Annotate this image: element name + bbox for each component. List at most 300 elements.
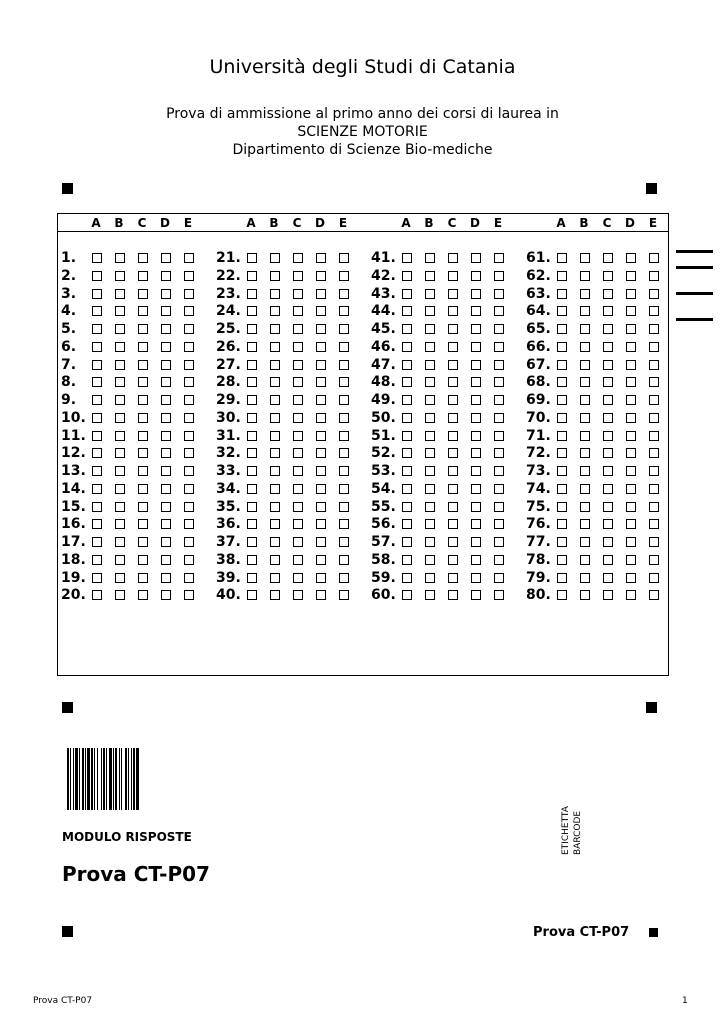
answer-checkbox-d[interactable] (626, 537, 636, 547)
answer-checkbox-c[interactable] (448, 289, 458, 299)
answer-checkbox-b[interactable] (425, 448, 435, 458)
answer-checkbox-e[interactable] (339, 466, 349, 476)
answer-checkbox-b[interactable] (580, 306, 590, 316)
answer-checkbox-a[interactable] (247, 484, 257, 494)
answer-checkbox-c[interactable] (138, 573, 148, 583)
answer-checkbox-c[interactable] (293, 431, 303, 441)
answer-checkbox-b[interactable] (115, 342, 125, 352)
answer-checkbox-b[interactable] (115, 484, 125, 494)
answer-checkbox-e[interactable] (339, 590, 349, 600)
answer-checkbox-e[interactable] (339, 342, 349, 352)
answer-checkbox-b[interactable] (270, 360, 280, 370)
answer-checkbox-e[interactable] (339, 253, 349, 263)
answer-checkbox-e[interactable] (494, 413, 504, 423)
answer-checkbox-a[interactable] (92, 466, 102, 476)
answer-checkbox-d[interactable] (626, 289, 636, 299)
answer-checkbox-d[interactable] (626, 324, 636, 334)
answer-checkbox-b[interactable] (270, 289, 280, 299)
answer-checkbox-c[interactable] (138, 324, 148, 334)
answer-checkbox-c[interactable] (138, 342, 148, 352)
answer-checkbox-e[interactable] (494, 555, 504, 565)
answer-checkbox-a[interactable] (247, 590, 257, 600)
answer-checkbox-b[interactable] (270, 253, 280, 263)
answer-checkbox-c[interactable] (603, 431, 613, 441)
answer-checkbox-d[interactable] (471, 448, 481, 458)
answer-checkbox-a[interactable] (92, 431, 102, 441)
answer-checkbox-a[interactable] (247, 431, 257, 441)
answer-checkbox-c[interactable] (138, 590, 148, 600)
answer-checkbox-d[interactable] (471, 377, 481, 387)
answer-checkbox-a[interactable] (402, 502, 412, 512)
answer-checkbox-d[interactable] (626, 466, 636, 476)
answer-checkbox-c[interactable] (603, 253, 613, 263)
answer-checkbox-c[interactable] (293, 519, 303, 529)
answer-checkbox-e[interactable] (494, 360, 504, 370)
answer-checkbox-d[interactable] (626, 519, 636, 529)
answer-checkbox-c[interactable] (448, 342, 458, 352)
answer-checkbox-d[interactable] (316, 590, 326, 600)
answer-checkbox-d[interactable] (161, 377, 171, 387)
answer-checkbox-e[interactable] (649, 431, 659, 441)
answer-checkbox-e[interactable] (339, 306, 349, 316)
answer-checkbox-a[interactable] (402, 413, 412, 423)
answer-checkbox-c[interactable] (448, 537, 458, 547)
answer-checkbox-b[interactable] (270, 377, 280, 387)
answer-checkbox-c[interactable] (293, 590, 303, 600)
answer-checkbox-c[interactable] (293, 484, 303, 494)
answer-checkbox-c[interactable] (603, 519, 613, 529)
answer-checkbox-c[interactable] (138, 413, 148, 423)
answer-checkbox-b[interactable] (425, 484, 435, 494)
answer-checkbox-d[interactable] (161, 360, 171, 370)
answer-checkbox-a[interactable] (557, 590, 567, 600)
answer-checkbox-e[interactable] (339, 271, 349, 281)
answer-checkbox-c[interactable] (293, 306, 303, 316)
answer-checkbox-d[interactable] (471, 413, 481, 423)
answer-checkbox-c[interactable] (603, 555, 613, 565)
answer-checkbox-d[interactable] (316, 555, 326, 565)
answer-checkbox-e[interactable] (649, 466, 659, 476)
answer-checkbox-a[interactable] (402, 377, 412, 387)
answer-checkbox-a[interactable] (402, 431, 412, 441)
answer-checkbox-d[interactable] (471, 360, 481, 370)
answer-checkbox-d[interactable] (316, 253, 326, 263)
answer-checkbox-c[interactable] (293, 413, 303, 423)
answer-checkbox-d[interactable] (626, 413, 636, 423)
answer-checkbox-e[interactable] (649, 342, 659, 352)
answer-checkbox-b[interactable] (580, 324, 590, 334)
answer-checkbox-e[interactable] (649, 502, 659, 512)
answer-checkbox-c[interactable] (293, 342, 303, 352)
answer-checkbox-a[interactable] (247, 448, 257, 458)
answer-checkbox-b[interactable] (115, 519, 125, 529)
answer-checkbox-d[interactable] (316, 466, 326, 476)
answer-checkbox-c[interactable] (293, 289, 303, 299)
answer-checkbox-c[interactable] (603, 360, 613, 370)
answer-checkbox-c[interactable] (138, 360, 148, 370)
answer-checkbox-b[interactable] (425, 555, 435, 565)
answer-checkbox-d[interactable] (316, 519, 326, 529)
answer-checkbox-b[interactable] (115, 448, 125, 458)
answer-checkbox-a[interactable] (92, 448, 102, 458)
answer-checkbox-a[interactable] (92, 324, 102, 334)
answer-checkbox-b[interactable] (580, 484, 590, 494)
answer-checkbox-b[interactable] (270, 466, 280, 476)
answer-checkbox-d[interactable] (316, 306, 326, 316)
answer-checkbox-d[interactable] (626, 360, 636, 370)
answer-checkbox-c[interactable] (448, 590, 458, 600)
answer-checkbox-e[interactable] (339, 573, 349, 583)
answer-checkbox-c[interactable] (448, 431, 458, 441)
answer-checkbox-a[interactable] (402, 555, 412, 565)
answer-checkbox-d[interactable] (316, 448, 326, 458)
answer-checkbox-b[interactable] (115, 502, 125, 512)
answer-checkbox-d[interactable] (471, 573, 481, 583)
answer-checkbox-a[interactable] (92, 360, 102, 370)
answer-checkbox-a[interactable] (92, 271, 102, 281)
answer-checkbox-d[interactable] (626, 342, 636, 352)
answer-checkbox-e[interactable] (649, 324, 659, 334)
answer-checkbox-b[interactable] (425, 431, 435, 441)
answer-checkbox-a[interactable] (247, 466, 257, 476)
answer-checkbox-b[interactable] (115, 253, 125, 263)
answer-checkbox-e[interactable] (649, 377, 659, 387)
answer-checkbox-c[interactable] (603, 413, 613, 423)
answer-checkbox-b[interactable] (270, 342, 280, 352)
answer-checkbox-b[interactable] (270, 324, 280, 334)
answer-checkbox-e[interactable] (649, 413, 659, 423)
answer-checkbox-c[interactable] (293, 271, 303, 281)
answer-checkbox-e[interactable] (184, 466, 194, 476)
answer-checkbox-c[interactable] (138, 555, 148, 565)
answer-checkbox-c[interactable] (293, 324, 303, 334)
answer-checkbox-b[interactable] (115, 289, 125, 299)
answer-checkbox-c[interactable] (603, 502, 613, 512)
answer-checkbox-b[interactable] (115, 306, 125, 316)
answer-checkbox-e[interactable] (184, 448, 194, 458)
answer-checkbox-b[interactable] (270, 448, 280, 458)
answer-checkbox-a[interactable] (557, 289, 567, 299)
answer-checkbox-c[interactable] (448, 253, 458, 263)
answer-checkbox-e[interactable] (184, 289, 194, 299)
answer-checkbox-e[interactable] (649, 395, 659, 405)
answer-checkbox-a[interactable] (557, 377, 567, 387)
answer-checkbox-a[interactable] (247, 377, 257, 387)
answer-checkbox-b[interactable] (425, 324, 435, 334)
answer-checkbox-b[interactable] (425, 360, 435, 370)
answer-checkbox-e[interactable] (184, 306, 194, 316)
answer-checkbox-c[interactable] (138, 431, 148, 441)
answer-checkbox-d[interactable] (626, 484, 636, 494)
answer-checkbox-e[interactable] (184, 342, 194, 352)
answer-checkbox-d[interactable] (161, 431, 171, 441)
answer-checkbox-c[interactable] (603, 289, 613, 299)
answer-checkbox-a[interactable] (247, 502, 257, 512)
answer-checkbox-d[interactable] (161, 573, 171, 583)
answer-checkbox-e[interactable] (339, 360, 349, 370)
answer-checkbox-c[interactable] (138, 519, 148, 529)
answer-checkbox-e[interactable] (184, 573, 194, 583)
answer-checkbox-d[interactable] (161, 413, 171, 423)
answer-checkbox-d[interactable] (626, 431, 636, 441)
answer-checkbox-c[interactable] (293, 253, 303, 263)
answer-checkbox-d[interactable] (471, 253, 481, 263)
answer-checkbox-c[interactable] (603, 377, 613, 387)
answer-checkbox-b[interactable] (425, 573, 435, 583)
answer-checkbox-b[interactable] (425, 413, 435, 423)
answer-checkbox-a[interactable] (247, 519, 257, 529)
answer-checkbox-a[interactable] (402, 271, 412, 281)
answer-checkbox-e[interactable] (649, 448, 659, 458)
answer-checkbox-c[interactable] (448, 466, 458, 476)
answer-checkbox-a[interactable] (247, 253, 257, 263)
answer-checkbox-a[interactable] (247, 342, 257, 352)
answer-checkbox-d[interactable] (471, 324, 481, 334)
answer-checkbox-c[interactable] (448, 360, 458, 370)
answer-checkbox-a[interactable] (557, 253, 567, 263)
answer-checkbox-b[interactable] (425, 537, 435, 547)
answer-checkbox-b[interactable] (580, 395, 590, 405)
answer-checkbox-b[interactable] (580, 519, 590, 529)
answer-checkbox-d[interactable] (161, 271, 171, 281)
answer-checkbox-e[interactable] (184, 555, 194, 565)
answer-checkbox-e[interactable] (184, 519, 194, 529)
answer-checkbox-e[interactable] (649, 271, 659, 281)
answer-checkbox-d[interactable] (161, 519, 171, 529)
answer-checkbox-a[interactable] (92, 555, 102, 565)
answer-checkbox-b[interactable] (270, 271, 280, 281)
answer-checkbox-e[interactable] (339, 431, 349, 441)
answer-checkbox-c[interactable] (448, 448, 458, 458)
answer-checkbox-e[interactable] (339, 395, 349, 405)
answer-checkbox-b[interactable] (115, 395, 125, 405)
answer-checkbox-a[interactable] (557, 502, 567, 512)
answer-checkbox-d[interactable] (626, 395, 636, 405)
answer-checkbox-b[interactable] (425, 590, 435, 600)
answer-checkbox-b[interactable] (425, 466, 435, 476)
answer-checkbox-b[interactable] (270, 413, 280, 423)
answer-checkbox-e[interactable] (494, 502, 504, 512)
answer-checkbox-a[interactable] (92, 590, 102, 600)
answer-checkbox-c[interactable] (448, 324, 458, 334)
answer-checkbox-c[interactable] (603, 324, 613, 334)
answer-checkbox-a[interactable] (92, 289, 102, 299)
answer-checkbox-d[interactable] (316, 377, 326, 387)
answer-checkbox-c[interactable] (603, 395, 613, 405)
answer-checkbox-e[interactable] (649, 590, 659, 600)
answer-checkbox-b[interactable] (115, 573, 125, 583)
answer-checkbox-c[interactable] (603, 484, 613, 494)
answer-checkbox-e[interactable] (494, 377, 504, 387)
answer-checkbox-e[interactable] (494, 448, 504, 458)
answer-checkbox-d[interactable] (471, 466, 481, 476)
answer-checkbox-e[interactable] (494, 519, 504, 529)
answer-checkbox-d[interactable] (471, 519, 481, 529)
answer-checkbox-a[interactable] (402, 484, 412, 494)
answer-checkbox-e[interactable] (184, 431, 194, 441)
answer-checkbox-e[interactable] (494, 342, 504, 352)
answer-checkbox-d[interactable] (471, 555, 481, 565)
answer-checkbox-d[interactable] (161, 395, 171, 405)
answer-checkbox-e[interactable] (494, 324, 504, 334)
answer-checkbox-a[interactable] (247, 573, 257, 583)
answer-checkbox-d[interactable] (471, 484, 481, 494)
answer-checkbox-a[interactable] (92, 395, 102, 405)
answer-checkbox-e[interactable] (184, 377, 194, 387)
answer-checkbox-d[interactable] (161, 306, 171, 316)
answer-checkbox-c[interactable] (448, 484, 458, 494)
answer-checkbox-b[interactable] (580, 555, 590, 565)
answer-checkbox-b[interactable] (580, 448, 590, 458)
answer-checkbox-b[interactable] (580, 289, 590, 299)
answer-checkbox-a[interactable] (557, 324, 567, 334)
answer-checkbox-c[interactable] (138, 466, 148, 476)
answer-checkbox-b[interactable] (580, 537, 590, 547)
answer-checkbox-a[interactable] (92, 484, 102, 494)
answer-checkbox-a[interactable] (247, 360, 257, 370)
answer-checkbox-b[interactable] (115, 466, 125, 476)
answer-checkbox-c[interactable] (293, 573, 303, 583)
answer-checkbox-b[interactable] (580, 342, 590, 352)
answer-checkbox-d[interactable] (626, 502, 636, 512)
answer-checkbox-d[interactable] (316, 537, 326, 547)
answer-checkbox-b[interactable] (580, 466, 590, 476)
answer-checkbox-c[interactable] (603, 306, 613, 316)
answer-checkbox-c[interactable] (603, 590, 613, 600)
answer-checkbox-a[interactable] (402, 289, 412, 299)
answer-checkbox-b[interactable] (270, 590, 280, 600)
answer-checkbox-d[interactable] (161, 502, 171, 512)
answer-checkbox-c[interactable] (138, 502, 148, 512)
answer-checkbox-a[interactable] (557, 555, 567, 565)
answer-checkbox-e[interactable] (184, 502, 194, 512)
answer-checkbox-a[interactable] (92, 342, 102, 352)
answer-checkbox-b[interactable] (115, 377, 125, 387)
answer-checkbox-e[interactable] (494, 306, 504, 316)
answer-checkbox-a[interactable] (402, 590, 412, 600)
answer-checkbox-e[interactable] (494, 431, 504, 441)
answer-checkbox-a[interactable] (247, 555, 257, 565)
answer-checkbox-a[interactable] (557, 360, 567, 370)
answer-checkbox-d[interactable] (626, 306, 636, 316)
answer-checkbox-d[interactable] (316, 289, 326, 299)
answer-checkbox-e[interactable] (649, 519, 659, 529)
answer-checkbox-e[interactable] (494, 590, 504, 600)
answer-checkbox-c[interactable] (603, 271, 613, 281)
answer-checkbox-b[interactable] (425, 377, 435, 387)
answer-checkbox-e[interactable] (494, 573, 504, 583)
answer-checkbox-d[interactable] (626, 377, 636, 387)
answer-checkbox-d[interactable] (316, 271, 326, 281)
answer-checkbox-c[interactable] (138, 395, 148, 405)
answer-checkbox-c[interactable] (448, 271, 458, 281)
answer-checkbox-c[interactable] (293, 448, 303, 458)
answer-checkbox-d[interactable] (316, 431, 326, 441)
answer-checkbox-b[interactable] (580, 590, 590, 600)
answer-checkbox-d[interactable] (471, 306, 481, 316)
answer-checkbox-a[interactable] (557, 395, 567, 405)
answer-checkbox-b[interactable] (115, 324, 125, 334)
answer-checkbox-b[interactable] (270, 555, 280, 565)
answer-checkbox-c[interactable] (448, 573, 458, 583)
answer-checkbox-c[interactable] (138, 448, 148, 458)
answer-checkbox-a[interactable] (557, 413, 567, 423)
answer-checkbox-d[interactable] (316, 413, 326, 423)
answer-checkbox-e[interactable] (339, 537, 349, 547)
answer-checkbox-b[interactable] (580, 413, 590, 423)
answer-checkbox-c[interactable] (138, 537, 148, 547)
answer-checkbox-a[interactable] (402, 360, 412, 370)
answer-checkbox-b[interactable] (115, 413, 125, 423)
answer-checkbox-a[interactable] (402, 466, 412, 476)
answer-checkbox-c[interactable] (293, 555, 303, 565)
answer-checkbox-b[interactable] (425, 502, 435, 512)
answer-checkbox-d[interactable] (626, 555, 636, 565)
answer-checkbox-e[interactable] (339, 413, 349, 423)
answer-checkbox-a[interactable] (247, 289, 257, 299)
answer-checkbox-c[interactable] (293, 360, 303, 370)
answer-checkbox-e[interactable] (494, 537, 504, 547)
answer-checkbox-e[interactable] (649, 253, 659, 263)
answer-checkbox-b[interactable] (115, 431, 125, 441)
answer-checkbox-b[interactable] (270, 306, 280, 316)
answer-checkbox-c[interactable] (603, 466, 613, 476)
answer-checkbox-d[interactable] (161, 342, 171, 352)
answer-checkbox-e[interactable] (494, 484, 504, 494)
answer-checkbox-a[interactable] (402, 519, 412, 529)
answer-checkbox-a[interactable] (557, 448, 567, 458)
answer-checkbox-c[interactable] (448, 395, 458, 405)
answer-checkbox-b[interactable] (580, 360, 590, 370)
answer-checkbox-a[interactable] (402, 395, 412, 405)
answer-checkbox-b[interactable] (580, 253, 590, 263)
answer-checkbox-a[interactable] (402, 573, 412, 583)
answer-checkbox-b[interactable] (580, 377, 590, 387)
answer-checkbox-c[interactable] (138, 377, 148, 387)
answer-checkbox-d[interactable] (471, 395, 481, 405)
answer-checkbox-d[interactable] (161, 466, 171, 476)
answer-checkbox-a[interactable] (557, 271, 567, 281)
answer-checkbox-a[interactable] (92, 306, 102, 316)
answer-checkbox-b[interactable] (115, 590, 125, 600)
answer-checkbox-e[interactable] (339, 502, 349, 512)
answer-checkbox-c[interactable] (448, 413, 458, 423)
answer-checkbox-b[interactable] (580, 271, 590, 281)
answer-checkbox-c[interactable] (448, 502, 458, 512)
answer-checkbox-e[interactable] (339, 519, 349, 529)
answer-checkbox-e[interactable] (494, 289, 504, 299)
answer-checkbox-c[interactable] (603, 537, 613, 547)
answer-checkbox-b[interactable] (270, 519, 280, 529)
answer-checkbox-d[interactable] (471, 271, 481, 281)
answer-checkbox-b[interactable] (425, 271, 435, 281)
answer-checkbox-a[interactable] (557, 484, 567, 494)
answer-checkbox-b[interactable] (425, 342, 435, 352)
answer-checkbox-d[interactable] (471, 342, 481, 352)
answer-checkbox-e[interactable] (649, 555, 659, 565)
answer-checkbox-e[interactable] (184, 590, 194, 600)
answer-checkbox-c[interactable] (448, 555, 458, 565)
answer-checkbox-a[interactable] (402, 306, 412, 316)
answer-checkbox-e[interactable] (339, 448, 349, 458)
answer-checkbox-c[interactable] (138, 306, 148, 316)
answer-checkbox-d[interactable] (161, 289, 171, 299)
answer-checkbox-d[interactable] (161, 448, 171, 458)
answer-checkbox-e[interactable] (494, 466, 504, 476)
answer-checkbox-c[interactable] (138, 271, 148, 281)
answer-checkbox-e[interactable] (649, 537, 659, 547)
answer-checkbox-e[interactable] (184, 253, 194, 263)
